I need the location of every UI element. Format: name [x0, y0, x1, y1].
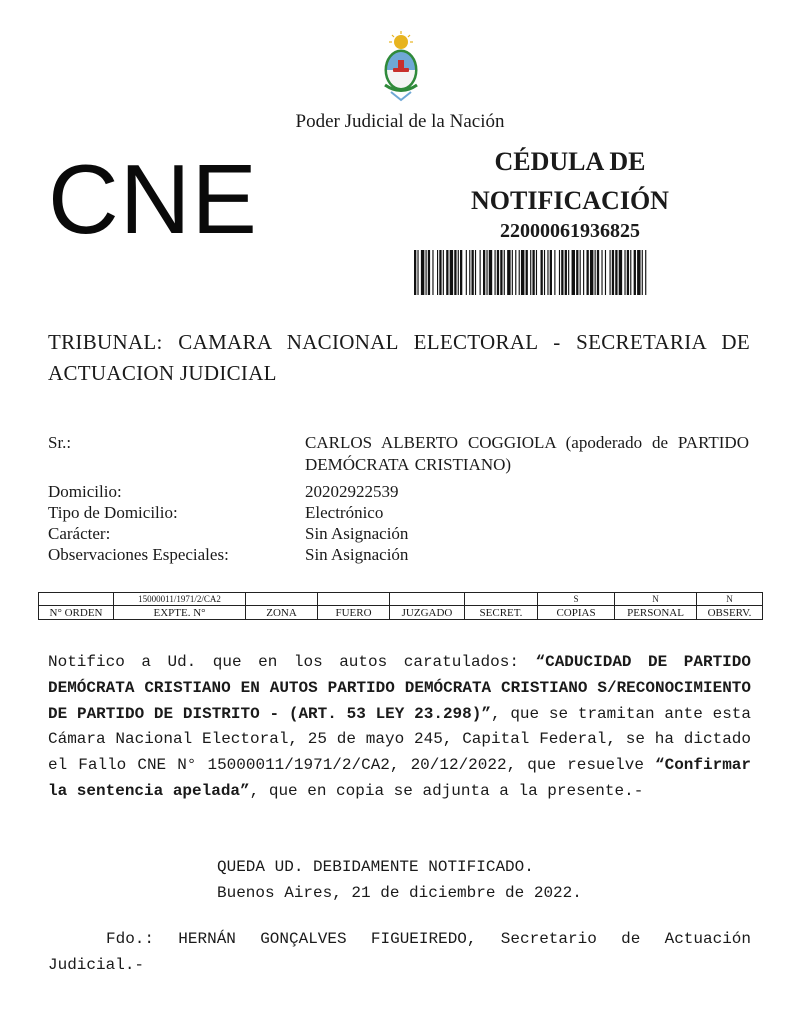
- table-header: JUZGADO: [390, 606, 465, 620]
- table-header: SECRET.: [465, 606, 538, 620]
- table-cell: [318, 593, 390, 606]
- tipo-domicilio-value: Electrónico: [305, 503, 384, 522]
- notification-body: [48, 650, 751, 805]
- notification-closing: , que en copia se adjunta a la presente.-: [249, 781, 644, 800]
- argentine-coat-of-arms-icon: [377, 30, 425, 102]
- recipient-name: CARLOS ALBERTO COGGIOLA (apoderado de PARTIDO DEMÓCRATA CRISTIANO): [305, 433, 749, 474]
- case-values-row: [39, 593, 763, 606]
- observaciones-label: Observaciones Especiales:: [48, 545, 229, 564]
- table-cell: [390, 593, 465, 606]
- table-header: N° ORDEN: [39, 606, 114, 620]
- cne-logo: CNE: [48, 144, 258, 254]
- barcode-icon: [414, 250, 722, 295]
- document-title-line2: NOTIFICACIÓN: [471, 186, 669, 215]
- case-headers-row: [39, 606, 763, 620]
- signature-line: Fdo.: HERNÁN GONÇALVES FIGUEIREDO, Secretario de Actuación Judicial.-: [48, 930, 751, 974]
- table-header: FUERO: [318, 606, 390, 620]
- table-header: COPIAS: [538, 606, 615, 620]
- notified-line: QUEDA UD. DEBIDAMENTE NOTIFICADO.: [217, 858, 534, 876]
- cedula-number: 22000061936825: [500, 220, 640, 242]
- table-cell: [246, 593, 318, 606]
- caracter-label: Carácter:: [48, 524, 111, 543]
- table-cell: N: [615, 593, 697, 606]
- domicilio-value: 20202922539: [305, 482, 399, 501]
- place-date-line: Buenos Aires, 21 de diciembre de 2022.: [217, 884, 582, 902]
- caracter-value: Sin Asignación: [305, 524, 409, 543]
- tipo-domicilio-label: Tipo de Domicilio:: [48, 503, 178, 522]
- case-title: “CADUCIDAD DE PARTIDO DEMÓCRATA CRISTIANO EN AUTOS PARTIDO DEMÓCRATA CRISTIANO S/RECONOCIMIENTO DE PARTIDO DE DISTRITO - (ART. 53 LEY 23.298)”: [48, 653, 751, 723]
- issuer-name: Poder Judicial de la Nación: [295, 111, 505, 132]
- table-cell: [465, 593, 538, 606]
- case-data-table: [38, 592, 763, 620]
- observaciones-value: Sin Asignación: [305, 545, 409, 564]
- document-title: [420, 142, 720, 220]
- table-header: PERSONAL: [615, 606, 697, 620]
- table-header: EXPTE. N°: [114, 606, 246, 620]
- notification-middle: , que se tramitan ante esta Cámara Nacional Electoral, 25 de mayo 245, Capital Federal, se ha dictado el Fallo CNE N° 15000011/1971/2/CA2, 20/12/2022, que resuelve: [48, 704, 751, 775]
- table-header: OBSERV.: [697, 606, 763, 620]
- sr-label: Sr.:: [48, 433, 72, 452]
- notification-intro: Notifico a Ud. que en los autos caratulados:: [48, 653, 536, 671]
- table-header: ZONA: [246, 606, 318, 620]
- table-cell: 15000011/1971/2/CA2: [114, 593, 246, 606]
- table-cell: S: [538, 593, 615, 606]
- document-title-line1: CÉDULA DE: [494, 147, 646, 176]
- table-cell: N: [697, 593, 763, 606]
- domicilio-label: Domicilio:: [48, 482, 122, 501]
- tribunal-line: TRIBUNAL: CAMARA NACIONAL ELECTORAL - SECRETARIA DE ACTUACION JUDICIAL: [48, 330, 750, 385]
- resolution: “Confirmar la sentencia apelada”: [48, 756, 751, 800]
- table-cell: [39, 593, 114, 606]
